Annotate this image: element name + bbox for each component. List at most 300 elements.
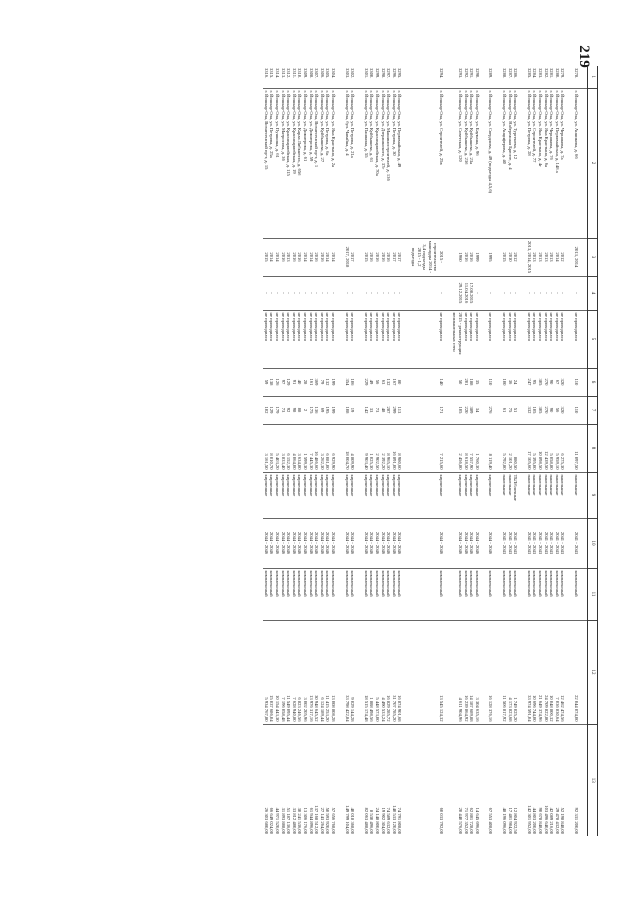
table-cell: не проводился [330, 310, 336, 368]
table-cell: 3278. [574, 68, 579, 79]
table-cell: 2015 [363, 238, 369, 276]
table-cell: не проводился [501, 310, 507, 368]
table-row [374, 66, 380, 836]
table-cell: комплексный [560, 568, 566, 620]
table-cell: 15 037 686,04 [269, 620, 275, 724]
table-cell: комплексный [302, 568, 308, 620]
table-cell: 2041 - 2043 [537, 518, 543, 568]
table-cell: 2044 - 2046 [350, 518, 356, 568]
table-cell: 880,50 [513, 424, 519, 472]
table-cell: 3314. [275, 68, 281, 79]
table-cell: 56 [554, 396, 560, 424]
table-cell: г. Йошкар-Ола, ул. Куйбышева, д. 23б [463, 88, 469, 238]
table-cell: 62 881 728,00 [469, 724, 475, 836]
table-cell: 102 [263, 396, 269, 424]
table-cell: не проводился [380, 310, 386, 368]
table-cell: 24 [513, 368, 519, 396]
table-cell: 3290. [474, 68, 480, 79]
table-cell: кирпичные [397, 472, 403, 518]
table-cell: 105 [452, 396, 463, 424]
table-cell: - [513, 276, 519, 310]
table-cell: - [280, 276, 286, 310]
table-cell: не проводился [554, 310, 560, 368]
table-cell: панельные [507, 472, 513, 518]
table-cell: 7 215,60 [410, 424, 444, 472]
table-cell: 332 [526, 396, 532, 424]
table-cell: 126 [274, 368, 280, 396]
table-cell: 90 678 848,00 [537, 724, 543, 836]
table-cell: 2044 - 2046 [286, 518, 292, 568]
table-cell: 59 [263, 368, 269, 396]
table-cell: 3311. [291, 68, 297, 79]
table-cell: 2044 - 2046 [297, 518, 303, 568]
table-cell: 5 058,80 [549, 424, 555, 472]
table-cell: не проводился [263, 310, 269, 368]
table-cell: 2041 - 2043 [573, 518, 579, 568]
table-cell: 2 101,20 [507, 424, 513, 472]
table-cell: 2014 [554, 238, 560, 276]
table-row [325, 66, 331, 836]
table-cell: кирпичные [410, 472, 444, 518]
table-cell: 305 [537, 396, 543, 424]
table-cell: 220 [463, 396, 469, 424]
table-cell: 2 456,80 [452, 424, 463, 472]
table-cell: 229 [363, 368, 369, 396]
table-cell: 389 [469, 396, 475, 424]
table-cell: 2013, 2014 [573, 238, 579, 276]
table-cell: 2044 - 2046 [369, 518, 375, 568]
table-cell: г. Йошкар-Ола, ул. Матросова, д. 36 [280, 88, 286, 238]
table-cell: комплексный [263, 568, 269, 620]
table-cell: 16 486,60 [314, 424, 320, 472]
table-cell: 7 445,30 [308, 424, 314, 472]
table-cell: комплексный [297, 568, 303, 620]
table-cell: 175 [308, 396, 314, 424]
table-cell: г. Йошкар-Ола, ул. Первомайская, д. 49 [397, 88, 403, 238]
table-cell: 27 143 264,00 [319, 724, 325, 836]
table-cell: не проводился [291, 310, 297, 368]
table-cell: - [325, 276, 331, 310]
table-cell: 4 490 533,24 [380, 620, 386, 724]
table-cell: 13 008 808,28 [330, 620, 336, 724]
table-cell: комплексный [369, 568, 375, 620]
group-spacer [579, 66, 588, 836]
table-cell: 3292. [463, 68, 469, 79]
table-cell: 36 [507, 368, 513, 396]
table-cell: г. Йошкар-Ола, Вознесенский пр-т, д. 1 [314, 88, 320, 238]
table-cell: 3300. [369, 68, 375, 79]
table-cell: г. Йошкар-Ола, ул. Красноармейская, д. 70а [374, 88, 380, 238]
table-cell: не проводился [350, 310, 356, 368]
table-cell: не проводился [286, 310, 292, 368]
table-cell: кирпичные [280, 472, 286, 518]
table-cell: 247 [526, 368, 532, 396]
table-cell: 2013 [286, 238, 292, 276]
table-cell: 3 634,80 [297, 424, 303, 472]
table-cell: кирпичные [386, 472, 392, 518]
table-cell: г. Йошкар-Ола, ул. Красноармейская, д. 19 [291, 88, 297, 238]
table-cell: 42 089 216,00 [549, 724, 555, 836]
table-cell: не проводился [297, 310, 303, 368]
table-cell: 270 [543, 396, 549, 424]
table-cell: 276 [488, 396, 494, 424]
table-cell: 1 599,30 [302, 424, 308, 472]
table-cell: не проводился [314, 310, 320, 368]
table-cell: 7 557,90 [469, 424, 475, 472]
table-cell: 4 064,00 [291, 424, 297, 472]
table-cell: не проводился [308, 310, 314, 368]
table-cell: 3297. [386, 68, 392, 79]
table-cell: кирпичные [391, 472, 397, 518]
table-cell: 10 898,50 [537, 424, 543, 472]
table-cell: 3296. [391, 68, 397, 79]
table-cell: комплексный [573, 568, 579, 620]
column-header: 3 [588, 238, 598, 276]
table-cell: 2044 - 2046 [391, 518, 397, 568]
table-cell: г. Йошкар-Ола, ул. Куйбышева, д. 27 [319, 88, 325, 238]
table-cell: 19 [350, 396, 356, 424]
table-cell: не проводился [537, 310, 543, 368]
table-cell: 33 798 422,84 [344, 620, 350, 724]
table-row [452, 66, 463, 836]
table-cell: 4 809,90 [350, 424, 356, 472]
table-cell: кирпичные [350, 472, 356, 518]
table-cell: не проводился [344, 310, 350, 368]
data-table [263, 66, 598, 836]
table-cell: 6 124 189,44 [319, 620, 325, 724]
table-cell: 88 [297, 396, 303, 424]
table-cell: г. Йошкар-Ола, ул. Карла Либкнехта, д. 65б [297, 88, 303, 238]
table-cell: 1 025,30 [369, 424, 375, 472]
table-cell: 320 [560, 368, 566, 396]
table-cell: г. Йошкар-Ола, ул. Яна Крастыня, д. 2а [330, 88, 336, 238]
table-cell: не проводился [302, 310, 308, 368]
table-cell: 16 829 285,72 [386, 620, 392, 724]
table-row [543, 66, 549, 836]
table-row [397, 66, 403, 836]
table-cell: 21 649 374,96 [537, 620, 543, 724]
table-cell: комплексный [280, 568, 286, 620]
table-cell: - [344, 276, 350, 310]
table-cell: кирпичные [286, 472, 292, 518]
table-cell: г. Йошкар-Ола, ул. Первомайская, д. 148 а [554, 88, 560, 238]
table-cell: - [474, 276, 480, 310]
table-cell: кирпичные [363, 472, 369, 518]
table-cell: комплексный [452, 568, 463, 620]
table-cell: комплексный [507, 568, 513, 620]
table-cell: 33 [369, 396, 375, 424]
table-cell: 2044 - 2046 [463, 518, 469, 568]
table-cell: 6 081,00 [325, 424, 331, 472]
table-cell: 2015 - строительство мансарды 2014 - 3,4 подъезды 2015 - 1,2 подъезды [410, 238, 444, 276]
table-cell: комплексный [488, 568, 494, 620]
table-row [513, 66, 519, 836]
table-cell: кирпичные [369, 472, 375, 518]
table-cell: кирпичные [319, 472, 325, 518]
table-cell: г. Йошкар-Ола, ул. Баумана, д. 96 [474, 88, 480, 238]
table-cell: 3295. [397, 68, 403, 79]
table-cell: 95 [532, 368, 538, 396]
table-cell: комплексный [526, 568, 532, 620]
table-cell: 287 [386, 396, 392, 424]
table-cell: кирпичные [291, 472, 297, 518]
table-cell: комплексный [549, 568, 555, 620]
table-cell: 199 [330, 396, 336, 424]
table-cell: 4 611 904,96 [452, 620, 463, 724]
table-cell: 2044 - 2046 [380, 518, 386, 568]
table-cell: 3298. [380, 68, 386, 79]
table-row [286, 66, 292, 836]
table-row [297, 66, 303, 836]
table-cell: 3287. [507, 68, 513, 79]
table-cell: 2041 - 2043 [507, 518, 513, 568]
table-cell: 2017, 2018 [344, 238, 350, 276]
table-cell: 2044 - 2046 [325, 518, 331, 568]
table-cell: 3303. [344, 68, 350, 79]
table-cell: г. Йошкар-Ола, ул. Дзержинского, д. 37г [380, 88, 386, 238]
table-cell: кирпичные [269, 472, 275, 518]
table-cell: кирпичные [308, 472, 314, 518]
table-cell: 100 [501, 368, 507, 396]
table-cell: г. Йошкар-Ола, ул. Анникова, д. 66 [573, 88, 579, 238]
table-cell: г. Йошкар-Ола, ул. Свердлова, д. 49 (подъезды 4,5,6) [488, 88, 494, 238]
table-cell: панельные [560, 472, 566, 518]
table-cell: - [302, 276, 308, 310]
table-cell: 3310. [297, 68, 303, 79]
table-cell: 3285. [526, 68, 532, 79]
table-cell: кирпичные [297, 472, 303, 518]
table-cell: не проводился [280, 310, 286, 368]
table-cell: 30 948 645,52 [314, 620, 320, 724]
table-cell: комплексный [314, 568, 320, 620]
table-cell: кирпичные [452, 472, 463, 518]
table-cell: 24 148 800,00 [374, 724, 380, 836]
table-cell: 56 [374, 368, 380, 396]
table-cell: 2044 - 2046 [469, 518, 475, 568]
table-cell: 3281. [549, 68, 555, 79]
table-cell: 149 799 104,00 [344, 724, 350, 836]
table-cell: 2014 [325, 238, 331, 276]
table-cell: 2041 - 2043 [560, 518, 566, 568]
table-cell: комплексный [513, 568, 519, 620]
table-cell: - [263, 276, 269, 310]
table-header [588, 66, 598, 836]
column-header: 7 [588, 396, 598, 424]
table-cell: комплексный [469, 568, 475, 620]
table-cell: панельные [573, 472, 579, 518]
table-cell: 18 515 174,48 [363, 620, 369, 724]
table-cell: 2016 [314, 238, 320, 276]
table-cell: 2041 - 2043 [532, 518, 538, 568]
table-cell: г. Йошкар-Ола, ул. Пушкина, д. 61 [274, 88, 280, 238]
table-cell: не проводился [526, 310, 532, 368]
table-cell: г. Йошкар-Ола, Вознесенский пр-т, д. 15 [263, 88, 269, 238]
table-cell: 3313. [280, 68, 286, 79]
table-cell: 73 [374, 396, 380, 424]
table-cell: 3289. [488, 68, 494, 79]
table-cell: г. Йошкар-Ола, ул. Димитрова, д. 59 [308, 88, 314, 238]
table-row [474, 66, 480, 836]
table-cell: 2044 - 2046 [308, 518, 314, 568]
table-cell: 90 [549, 396, 555, 424]
table-cell: 3309. [303, 68, 309, 79]
table-cell: 75 [507, 396, 513, 424]
table-cell: 2044 - 2046 [344, 518, 350, 568]
table-cell: 3280. [554, 68, 560, 79]
table-cell: не проводился [474, 310, 480, 368]
table-cell: 2013 [543, 238, 549, 276]
table-cell: не проводился [573, 310, 579, 368]
table-cell: г. Йошкар-Ола, ул. Петрова, д. 21а [350, 88, 356, 238]
table-cell: 140 533 120,00 [391, 724, 397, 836]
table-row [344, 66, 350, 836]
table-cell: 299 [391, 396, 397, 424]
table-cell: - [410, 276, 444, 310]
table-cell: комплексный [532, 568, 538, 620]
table-cell: 201 [463, 368, 469, 396]
table-cell: - [374, 276, 380, 310]
table-cell: 79 [319, 368, 325, 396]
table-cell: 5 934 767,80 [263, 620, 269, 724]
table-cell: 80 [397, 368, 403, 396]
table-row [501, 66, 507, 836]
table-cell: - [369, 276, 375, 310]
table-cell: - [554, 276, 560, 310]
table-cell: 3299. [374, 68, 380, 79]
table-cell: 92 331 200,00 [573, 724, 579, 836]
table-cell: 31 707 785,20 [391, 620, 397, 724]
table-cell: 320 [560, 396, 566, 424]
table-cell: 92 [286, 396, 292, 424]
table-cell: комплексный [543, 568, 549, 620]
table-cell: 199 [330, 368, 336, 396]
table-cell: 44 803 200,00 [532, 724, 538, 836]
table-cell: 2041 - 2043 [549, 518, 555, 568]
table-cell: не проводился [507, 310, 513, 368]
table-cell: кирпичные [374, 472, 380, 518]
table-cell: 2012 [513, 238, 519, 276]
table-cell: 108 [344, 396, 350, 424]
table-cell: комплексный [269, 568, 275, 620]
table-cell: комплексный [501, 568, 507, 620]
table-cell: 167 [391, 368, 397, 396]
table-cell: 98 [291, 396, 297, 424]
table-cell: 2044 - 2046 [274, 518, 280, 568]
table-cell: 11 549 095,44 [286, 620, 292, 724]
table-row [308, 66, 314, 836]
table-cell: 71 977 352,00 [463, 724, 469, 836]
table-cell: 2017 [350, 238, 356, 276]
table-cell: - [573, 276, 579, 310]
table-cell: 91 [291, 368, 297, 396]
table-cell: г. Йошкар-Ола, ул. Яна Крастыня, д. 4г [537, 88, 543, 238]
table-cell: 2016 [469, 238, 475, 276]
table-cell: 3284. [532, 68, 538, 79]
table-cell: 97 [280, 368, 286, 396]
group-spacer [493, 66, 501, 836]
table-cell: 13 545 124,32 [410, 620, 444, 724]
table-cell: 2012 [560, 238, 566, 276]
table-cell: не проводился [532, 310, 538, 368]
table-cell: комплексный [386, 568, 392, 620]
table-cell: 2016 [463, 238, 469, 276]
table-cell: 9 029 144,28 [350, 620, 356, 724]
table-cell: 24 709 822,80 [543, 620, 549, 724]
table-cell: 19 902 304,00 [380, 724, 386, 836]
table-cell: кирпичные [469, 472, 475, 518]
table-cell: 2016 [297, 238, 303, 276]
table-row [391, 66, 397, 836]
table-row [526, 66, 532, 836]
table-cell: 2013 [549, 238, 555, 276]
table-cell: 3279. [560, 68, 566, 79]
table-cell: 188 [469, 368, 475, 396]
table-cell: 2044 - 2046 [474, 518, 480, 568]
table-row [350, 66, 356, 836]
table-cell: г. Йошкар-Ола, Набережная Брюгге, д. 4 [507, 88, 513, 238]
table-cell: не проводился [469, 310, 475, 368]
table-row [291, 66, 297, 836]
table-cell: 2044 - 2046 [330, 518, 336, 568]
table-cell: 3306. [319, 68, 325, 79]
table-row [507, 66, 513, 836]
header-row [588, 66, 598, 836]
table-cell: 2014 [330, 238, 336, 276]
table-cell: 142 [363, 396, 369, 424]
column-header: 1 [588, 66, 598, 88]
table-cell: 66 649 024,00 [269, 724, 275, 836]
table-cell: 2014 [308, 238, 314, 276]
column-header: 8 [588, 424, 598, 472]
table-cell: 103 496 640,00 [543, 724, 549, 836]
table-cell: 16 128 376,16 [488, 620, 494, 724]
table-cell: 3283. [538, 68, 544, 79]
group-spacer [565, 66, 573, 836]
table-cell: 140 [410, 368, 444, 396]
table-cell: 110 [573, 396, 579, 424]
table-cell: 30 241 536,00 [297, 724, 303, 836]
table-cell: 14 645 696,00 [474, 724, 480, 836]
table-cell: 3 161,50 [263, 424, 269, 472]
group-spacer [444, 66, 452, 836]
table-cell: не проводился [488, 310, 494, 368]
table-cell: 3308. [308, 68, 314, 79]
table-cell: кирпичные [263, 472, 269, 518]
table-row [463, 66, 469, 836]
table-cell: 3302. [350, 68, 356, 79]
table-cell: - [297, 276, 303, 310]
table-cell: г. Йошкар-Ола, бул. Чавайна, д. 4 [344, 88, 350, 238]
table-cell: 2044 - 2046 [269, 518, 275, 568]
table-cell: 129 [286, 368, 292, 396]
table-cell: 105 [532, 396, 538, 424]
table-cell: г. Йошкар-Ола, ул. Чернякова, д. 7а [560, 88, 566, 238]
group-spacer [518, 66, 526, 836]
table-cell: г. Йошкар-Ола, ул. Тургенева, д. 12 [513, 88, 519, 238]
table-cell: 73 [280, 396, 286, 424]
table-cell: 8 618,50 [463, 424, 469, 472]
table-cell: комплексный [374, 568, 380, 620]
table-cell: панельные [537, 472, 543, 518]
table-cell: - [526, 276, 532, 310]
table-cell: - [537, 276, 543, 310]
table-cell: 3 833,40 [280, 424, 286, 472]
column-header: 10 [588, 518, 598, 568]
table-cell: 17.08.2015 [469, 276, 475, 310]
table-cell: комплексный [330, 568, 336, 620]
table-cell: 2016 [386, 238, 392, 276]
table-cell: 6 152,30 [286, 424, 292, 472]
